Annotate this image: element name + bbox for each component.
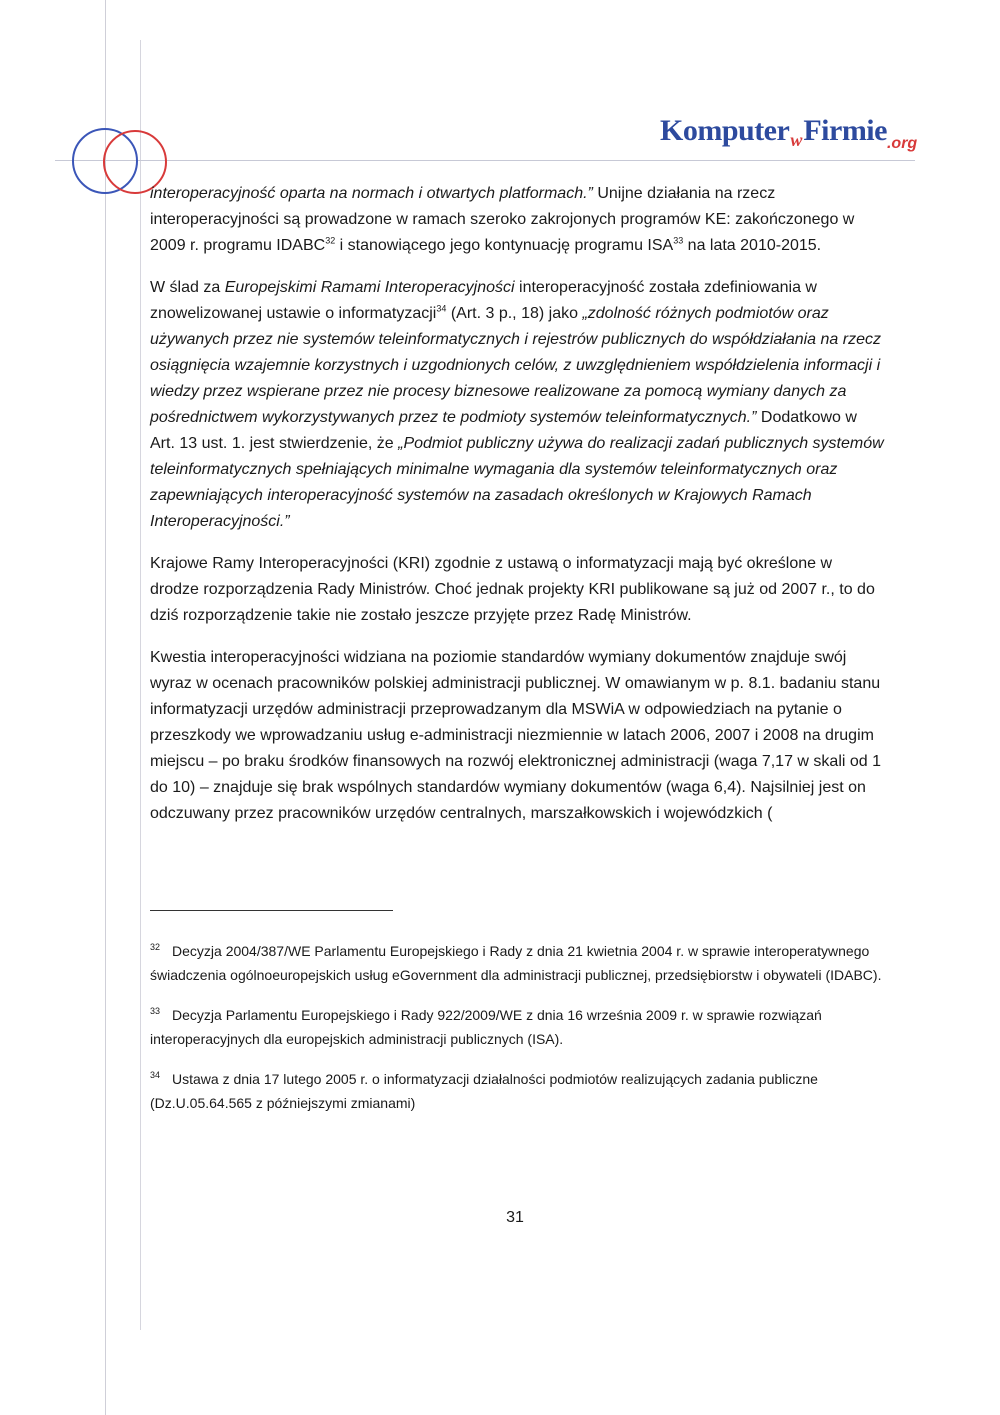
footnote-34 bbox=[150, 1067, 885, 1115]
footnote-text: Decyzja 2004/387/WE Parlamentu Europejskiego i Rady z dnia 21 kwietnia 2004 r. w sprawie interoperatywnego świadczenia ogólnoeuropejskich usług eGovernment dla administracji publicznej, przedsiębiorstw i obywateli (IDABC). bbox=[150, 943, 882, 983]
logo-text-firmie: Firmie bbox=[803, 114, 887, 147]
logo-text-org: .org bbox=[886, 135, 918, 152]
margin-line-outer bbox=[105, 0, 106, 1415]
site-logo bbox=[660, 114, 917, 160]
footnote-text: Decyzja Parlamentu Europejskiego i Rady 922/2009/WE z dnia 16 września 2009 r. w sprawie rozwiązań interoperacyjnych dla europejskich administracji publicznych (ISA). bbox=[150, 1007, 822, 1047]
paragraph-4: Kwestia interoperacyjności widziana na poziomie standardów wymiany dokumentów znajduje swój wyraz w ocenach pracowników polskiej administracji publicznej. W omawianym w p. 8.1. badaniu stanu informatyzacji urzędów administracji przeprowadzanym dla MSWiA w odpowiedziach na pytanie o przeszkody we wprowadzaniu usług e-administracji niezmiennie w latach 2006, 2007 i 2008 na drugim miejscu – po braku środków finansowych na rozwój elektronicznej administracji (waga 7,17 w skali od 1 do 10) – znajduje się brak wspólnych standardów wymiany dokumentów (waga 6,4). Najsilniej jest on odczuwany przez pracowników urzędów centralnych, marszałkowskich i wojewódzkich ( bbox=[150, 649, 882, 822]
page-number: 31 bbox=[506, 1209, 524, 1226]
footnote-number: 34 bbox=[150, 1070, 161, 1081]
text-run: i stanowiącego jego kontynuację programu ISA bbox=[335, 237, 674, 254]
quote-text: „Podmiot publiczny używa do realizacji zadań publicznych systemów teleinformatycznych spełniających minimalne wymagania dla systemów teleinformatycznych oraz zapewniających interoperacyjność systemów na zasadach określonych w Krajowych Ramach Interoperacyjności.” bbox=[150, 435, 884, 530]
text-run: W ślad za bbox=[150, 279, 225, 296]
text-run: Unijne działania na rzecz interoperacyjności są prowadzone w ramach szeroko zakrojonych programów KE: zakończonego w 2009 r. programu IDABC bbox=[150, 185, 855, 254]
text-run: interoperacyjność została zdefiniowania w znowelizowanej ustawie o informatyzacji bbox=[150, 279, 817, 322]
footnote-ref-34[interactable]: 34 bbox=[436, 303, 447, 314]
body-text bbox=[150, 181, 885, 843]
footnote-32 bbox=[150, 939, 885, 987]
footnote-ref-32[interactable]: 32 bbox=[325, 235, 336, 246]
margin-line-inner bbox=[140, 40, 141, 1330]
footnote-separator bbox=[150, 910, 393, 911]
quote-text: „zdolność różnych podmiotów oraz używanych przez nie systemów teleinformatycznych i rejestrów publicznych do współdziałania na rzecz osiągnięcia wzajemnie korzystnych i uzgodnionych celów, z uwzględnieniem współdzielenia informacji i wiedzy przez wspierane przez nie procesy biznesowe realizowane za pomocą wymiany danych za pośrednictwem wykorzystywanych przez te podmioty systemów teleinformatycznych.” bbox=[150, 305, 881, 426]
logo-text-komputer: Komputer bbox=[660, 114, 790, 147]
header-rule bbox=[55, 160, 915, 161]
footnote-ref-33[interactable]: 33 bbox=[673, 235, 684, 246]
paragraph-1 bbox=[150, 181, 885, 259]
logo-text-w: w bbox=[790, 130, 803, 150]
paragraph-3: Krajowe Ramy Interoperacyjności (KRI) zgodnie z ustawą o informatyzacji mają być określone w drodze rozporządzenia Rady Ministrów. Choć jednak projekty KRI publikowane są już od 2007 r., to do dziś rozporządzenie takie nie zostało jeszcze przyjęte przez Radę Ministrów. bbox=[150, 555, 875, 624]
italic-term: Europejskimi Ramami Interoperacyjności bbox=[224, 279, 515, 296]
text-run: Dodatkowo w Art. 13 ust. 1. jest stwierdzenie, że bbox=[150, 409, 857, 452]
footnotes bbox=[150, 939, 885, 1131]
footnote-number: 33 bbox=[150, 1006, 161, 1017]
footnote-number: 32 bbox=[150, 942, 161, 953]
footnote-33 bbox=[150, 1003, 885, 1051]
paragraph-2 bbox=[150, 275, 885, 535]
text-run: (Art. 3 p., 18) jako bbox=[446, 305, 583, 322]
text-run: na lata 2010-2015. bbox=[683, 237, 822, 254]
footnote-text: Ustawa z dnia 17 lutego 2005 r. o informatyzacji działalności podmiotów realizujących zadania publiczne (Dz.U.05.64.565 z późniejszymi zmianami) bbox=[150, 1071, 818, 1111]
quote-text: interoperacyjność oparta na normach i otwartych platformach.” bbox=[150, 185, 593, 202]
